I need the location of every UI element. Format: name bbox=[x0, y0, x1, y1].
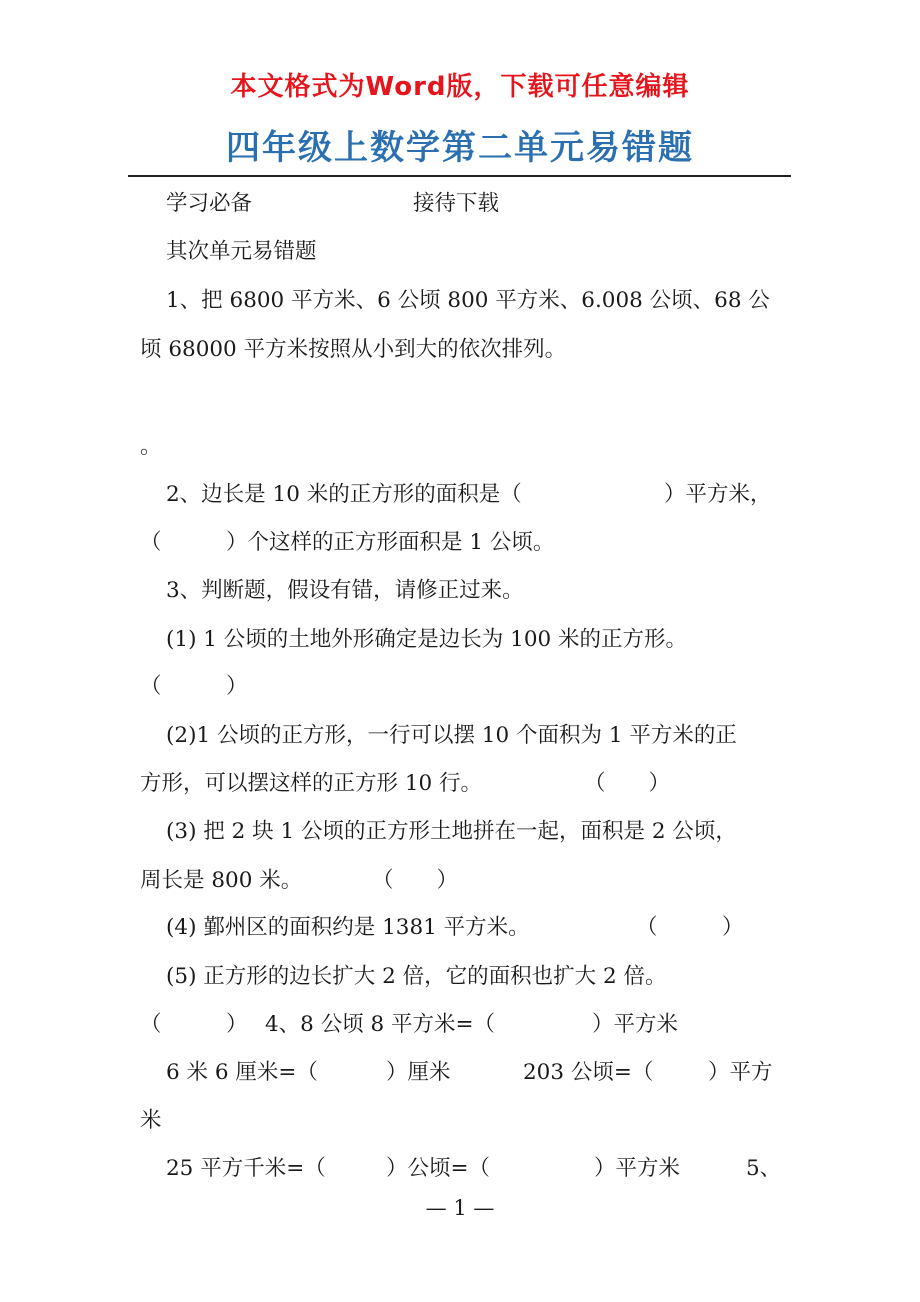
q3-item1-line1: (1) 1 公顷的土地外形确定是边长为 100 米的正方形。 bbox=[166, 627, 688, 652]
page-title: 四年级上数学第二单元易错题 bbox=[226, 128, 694, 168]
q1-answer-mark: 。 bbox=[140, 434, 162, 459]
q3-item2-line1: (2)1 公顷的正方形，一行可以摆 10 个面积为 1 平方米的正 bbox=[166, 723, 737, 748]
q3-item5-answer: （ ） bbox=[140, 1012, 248, 1037]
q4-line2-c: 203 公顷=（ bbox=[523, 1060, 654, 1085]
header-divider bbox=[128, 175, 791, 177]
q4-line4-c: ）平方米 bbox=[594, 1156, 681, 1181]
q4-line1-b: ）平方米 bbox=[592, 1012, 679, 1037]
q2-line1-b: ）平方米， bbox=[664, 482, 772, 507]
q3-item3-line1: (3) 把 2 块 1 公顷的正方形土地拼在一起，面积是 2 公顷， bbox=[166, 819, 737, 844]
q4-line2-b: ）厘米 bbox=[386, 1060, 451, 1085]
header-right-text: 接待下载 bbox=[413, 191, 500, 216]
q4-line2-a: 6 米 6 厘米=（ bbox=[166, 1060, 318, 1085]
q3-intro: 3、判断题，假设有错，请修正过来。 bbox=[166, 578, 524, 603]
q4-line2-d: ）平方 bbox=[708, 1060, 773, 1085]
q2-line2: （ ）个这样的正方形面积是 1 公顷。 bbox=[140, 530, 555, 555]
q3-item2-line2: 方形，可以摆这样的正方形 10 行。 bbox=[140, 771, 483, 796]
q4-line1-a: 4、8 公顷 8 平方米=（ bbox=[265, 1012, 496, 1037]
q1-line1: 1、把 6800 平方米、6 公顷 800 平方米、6.008 公顷、68 公 bbox=[166, 288, 770, 313]
q5-number: 5、 bbox=[746, 1156, 782, 1181]
q4-line4-a: 25 平方千米=（ bbox=[166, 1156, 326, 1181]
q3-item3-answer: （ ） bbox=[372, 868, 459, 893]
q4-line3: 米 bbox=[140, 1108, 162, 1133]
q2-line1-a: 2、边长是 10 米的正方形的面积是（ bbox=[166, 482, 522, 507]
q3-item3-line2: 周长是 800 米。 bbox=[140, 868, 303, 893]
q3-item4: (4) 鄞州区的面积约是 1381 平方米。 bbox=[166, 915, 530, 940]
q3-item5: (5) 正方形的边长扩大 2 倍，它的面积也扩大 2 倍。 bbox=[166, 964, 667, 989]
q3-item1-answer: （ ） bbox=[140, 674, 248, 699]
download-banner: 本文格式为Word版，下载可任意编辑 bbox=[230, 72, 690, 102]
q3-item2-answer: （ ） bbox=[584, 771, 671, 796]
q1-line2: 顷 68000 平方米按照从小到大的依次排列。 bbox=[140, 337, 567, 362]
q4-line4-b: ）公顷=（ bbox=[386, 1156, 491, 1181]
header-left-text: 学习必备 bbox=[166, 191, 253, 216]
page-number: — 1 — bbox=[425, 1196, 495, 1220]
section-title: 其次单元易错题 bbox=[166, 239, 317, 264]
q3-item4-answer: （ ） bbox=[636, 915, 744, 940]
